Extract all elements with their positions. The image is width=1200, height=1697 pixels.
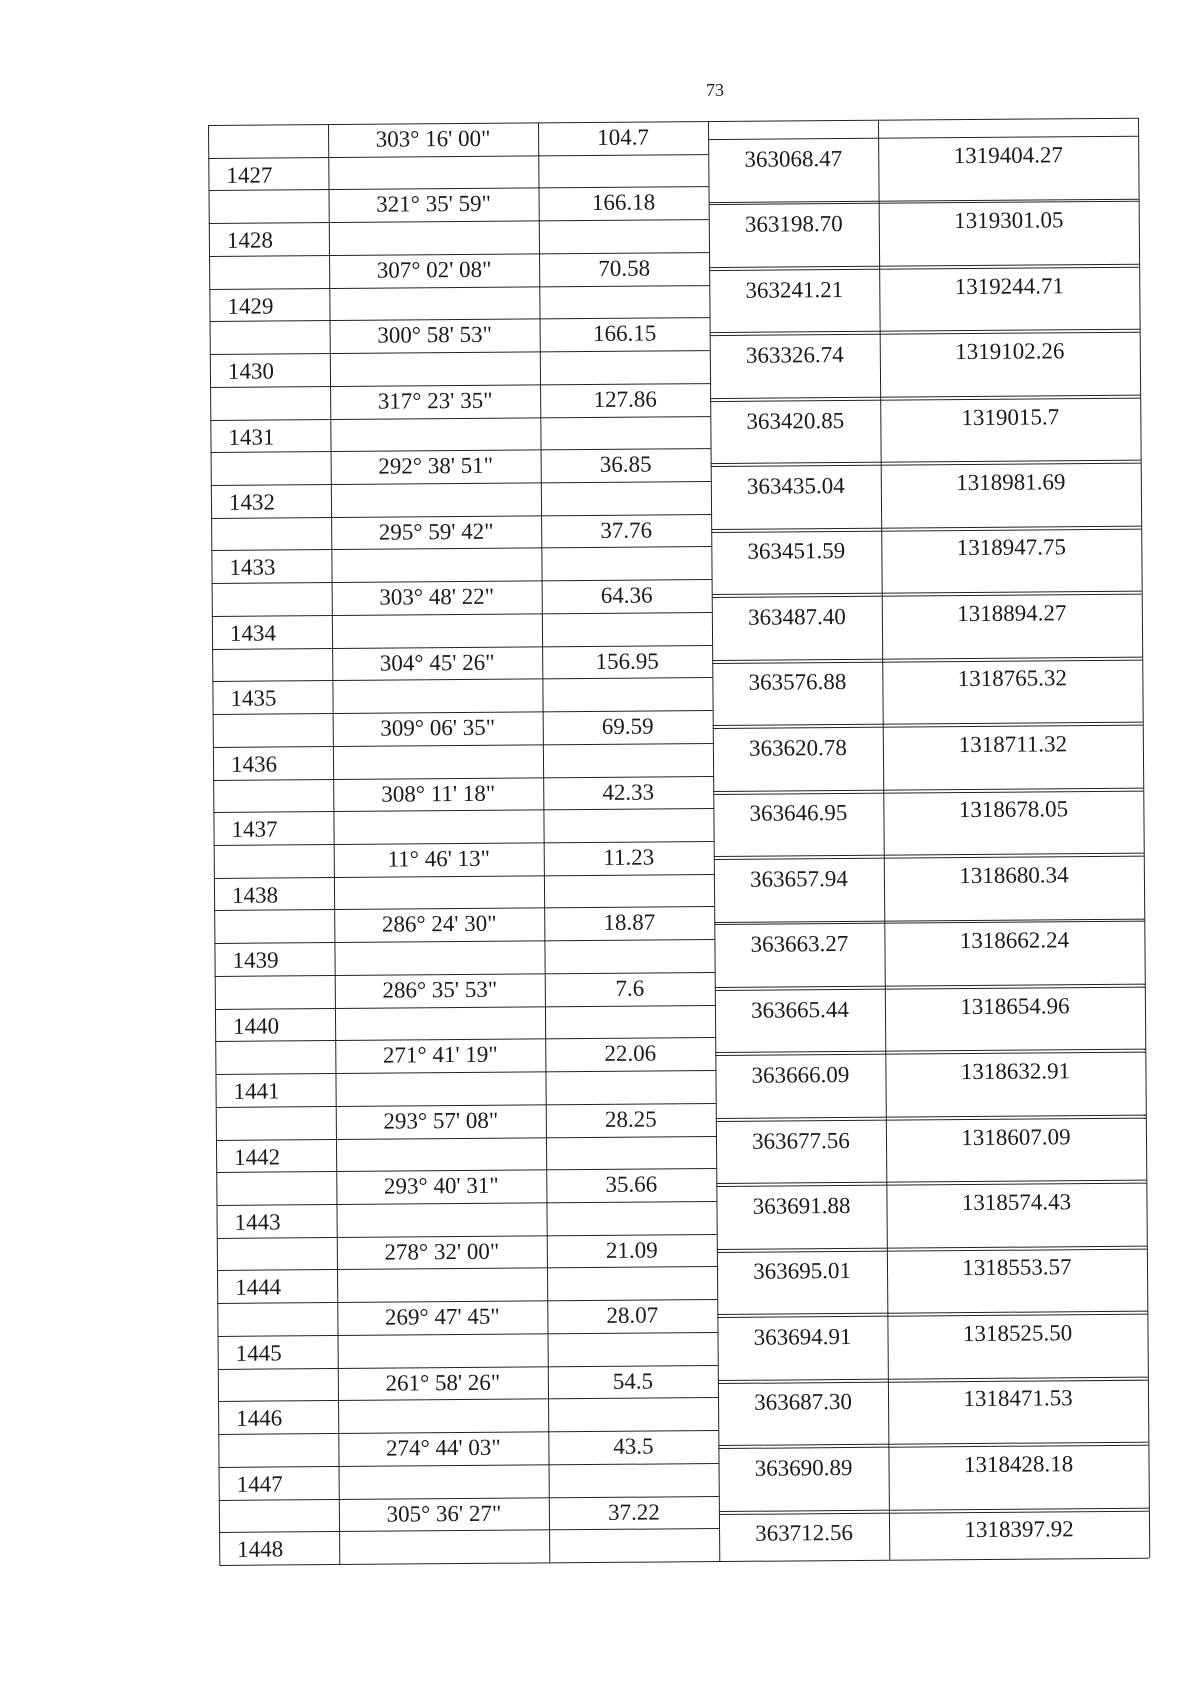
easting-cell: 1318765.32 [957,665,1068,692]
easting-cell: 1318471.53 [963,1385,1073,1412]
northing-cell: 363326.74 [745,342,844,368]
easting-cell: 1318632.91 [960,1058,1071,1085]
bearing-cell: 293° 57' 08" [383,1107,499,1134]
distance-cell: 22.06 [604,1040,657,1067]
row-line [217,1266,717,1271]
row-line [212,612,712,617]
bearing-cell: 269° 47' 45" [384,1303,500,1330]
distance-cell: 104.7 [597,124,650,150]
easting-cell: 1319015.7 [961,403,1060,430]
northing-cell: 363068.47 [744,145,843,172]
station-cell: 1442 [234,1143,281,1170]
northing-cell: 363620.78 [748,734,847,761]
station-cell: 1428 [226,227,274,254]
station-cell: 1440 [232,1013,280,1039]
easting-cell: 1318428.18 [963,1451,1074,1477]
row-line [211,481,711,486]
bearing-cell: 308° 11' 18" [381,780,496,807]
bearing-cell: 278° 32' 00" [384,1238,500,1265]
easting-cell: 1318894.27 [957,600,1067,627]
bearing-cell: 11° 46' 13" [387,845,491,872]
row-line [218,1332,718,1337]
bearing-cell: 274° 44' 03" [385,1434,501,1461]
northing-cell: 363691.88 [752,1192,851,1219]
northing-cell: 363241.21 [745,276,844,303]
station-cell: 1433 [229,554,276,581]
station-cell: 1447 [236,1471,283,1497]
northing-cell: 363677.56 [752,1127,850,1154]
northing-cell: 363663.27 [750,931,849,957]
easting-cell: 1319102.26 [955,338,1065,365]
station-cell: 1430 [227,358,275,384]
easting-cell: 1319301.05 [954,207,1064,234]
row-line [209,219,709,224]
easting-cell: 1318397.92 [964,1516,1074,1543]
distance-cell: 36.85 [599,451,652,478]
easting-cell: 1318662.24 [959,927,1070,954]
bearing-cell: 286° 35' 53" [382,976,498,1003]
distance-cell: 11.23 [603,844,655,870]
row-line [211,547,711,552]
easting-cell: 1318553.57 [962,1254,1072,1281]
easting-cell: 1318680.34 [959,861,1069,888]
row-line [219,1463,719,1468]
station-cell: 1435 [230,685,277,712]
survey-table [208,118,1149,1565]
northing-cell: 363712.56 [755,1520,854,1547]
station-cell: 1429 [227,293,274,319]
easting-cell: 1319404.27 [953,142,1063,168]
station-cell: 1443 [234,1209,281,1235]
easting-cell: 1318525.50 [962,1320,1073,1347]
station-cell: 1448 [237,1536,284,1563]
distance-cell: 127.86 [593,386,657,412]
easting-cell: 1319244.71 [954,272,1065,299]
station-cell: 1445 [235,1340,282,1366]
station-cell: 1437 [231,816,278,843]
bearing-cell: 309° 06' 35" [380,714,496,741]
row-line [215,1070,715,1075]
bearing-cell: 293° 40' 31" [383,1173,499,1199]
bearing-cell: 261° 58' 26" [385,1369,501,1396]
distance-cell: 21.09 [605,1237,658,1263]
distance-cell: 28.25 [604,1106,657,1132]
bearing-cell: 307° 02' 08" [376,256,492,283]
row-line [212,677,712,682]
row-line [708,136,1138,140]
distance-cell: 28.07 [606,1302,659,1329]
row-line [209,285,709,290]
distance-cell: 69.59 [601,713,654,740]
bearing-cell: 300° 58' 53" [377,322,493,349]
row-line [216,1136,716,1141]
distance-cell: 166.18 [591,189,656,216]
row-line [216,1201,716,1206]
easting-cell: 1318654.96 [960,992,1070,1019]
northing-cell: 363665.44 [750,996,849,1023]
station-cell: 1444 [235,1274,282,1301]
row-line [219,1558,1149,1566]
distance-cell: 70.58 [598,255,651,281]
row-line [213,743,713,748]
easting-cell: 1318607.09 [961,1123,1071,1150]
row-line [213,808,713,813]
northing-cell: 363666.09 [751,1062,850,1088]
northing-cell: 363695.01 [753,1258,851,1285]
northing-cell: 363694.91 [753,1323,852,1350]
distance-cell: 43.5 [613,1433,654,1459]
station-cell: 1434 [229,620,277,646]
bearing-cell: 303° 48' 22" [379,583,495,610]
station-cell: 1427 [226,162,273,188]
station-cell: 1436 [230,751,278,777]
distance-cell: 37.22 [607,1499,660,1525]
station-cell: 1431 [228,424,275,450]
distance-cell: 156.95 [595,648,659,674]
northing-cell: 363690.89 [754,1454,853,1481]
station-cell: 1438 [231,882,279,908]
bearing-cell: 303° 16' 00" [375,125,491,152]
easting-cell: 1318947.75 [956,534,1067,561]
easting-cell: 1318678.05 [958,796,1069,823]
distance-cell: 37.76 [600,517,653,543]
northing-cell: 363687.30 [754,1389,853,1416]
distance-cell: 42.33 [602,779,655,805]
bearing-cell: 295° 59' 42" [378,518,494,545]
distance-cell: 7.6 [615,975,645,1001]
bearing-cell: 304° 45' 26" [379,649,495,676]
northing-cell: 363576.88 [748,669,847,696]
row-line [210,350,710,355]
bearing-cell: 286° 24' 30" [381,911,497,938]
northing-cell: 363646.95 [749,800,848,827]
bearing-cell: 305° 36' 27" [386,1500,502,1527]
distance-cell: 54.5 [612,1368,654,1394]
bearing-cell: 292° 38' 51" [378,453,494,479]
northing-cell: 363420.85 [746,407,845,434]
row-line [219,1528,719,1533]
station-cell: 1432 [228,489,276,515]
row-line [208,154,708,159]
station-cell: 1441 [233,1078,280,1104]
row-line [210,416,710,421]
distance-cell: 166.15 [592,320,657,347]
page-number: 73 [706,80,724,100]
distance-cell: 18.87 [603,909,656,936]
row-line [218,1397,718,1402]
northing-cell: 363198.70 [744,211,843,237]
bearing-cell: 271° 41' 19" [382,1042,498,1069]
row-line [215,1005,715,1010]
bearing-cell: 317° 23' 35" [377,387,493,414]
easting-cell: 1318981.69 [956,469,1066,496]
northing-cell: 363657.94 [749,865,848,892]
northing-cell: 363451.59 [747,538,846,565]
northing-cell: 363435.04 [746,473,845,499]
station-cell: 1439 [232,947,279,974]
distance-cell: 64.36 [600,582,653,609]
row-line [214,939,714,944]
northing-cell: 363487.40 [747,603,846,630]
easting-cell: 1318574.43 [961,1189,1072,1216]
easting-cell: 1318711.32 [958,731,1068,757]
distance-cell: 35.66 [605,1171,658,1198]
bearing-cell: 321° 35' 59" [376,191,492,218]
station-cell: 1446 [236,1405,283,1432]
row-line [214,874,714,879]
